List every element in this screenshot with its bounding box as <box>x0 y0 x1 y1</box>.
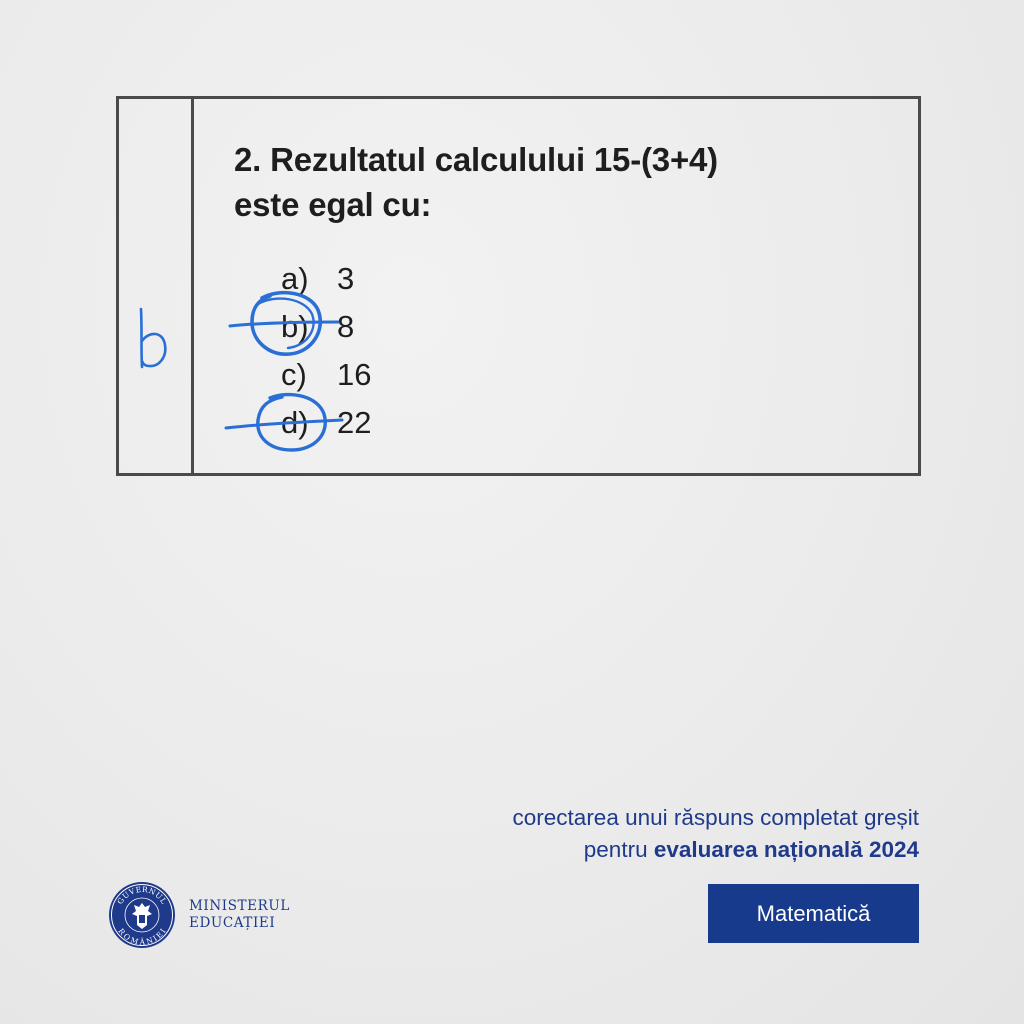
svg-text:ROMÂNIEI: ROMÂNIEI <box>116 926 168 947</box>
government-seal-icon <box>107 880 177 950</box>
ministry-name <box>189 898 290 932</box>
caption-line2-plain: pentru <box>583 837 654 862</box>
ministry-name-line1: MINISTERUL <box>189 898 290 914</box>
answer-column <box>119 99 194 473</box>
option-b <box>281 303 371 351</box>
option-value: 8 <box>337 309 355 344</box>
option-d <box>281 399 371 447</box>
option-letter: c) <box>281 357 307 392</box>
option-value: 16 <box>337 357 372 392</box>
caption-line2-bold: evaluarea națională 2024 <box>653 837 919 862</box>
question-title-line2: este egal cu: <box>234 186 432 223</box>
question-title <box>234 137 874 227</box>
svg-text:GUVERNUL: GUVERNUL <box>115 884 169 906</box>
caption <box>513 802 919 866</box>
caption-line1: corectarea unui răspuns completat greșit <box>512 805 919 830</box>
option-c <box>281 351 371 399</box>
option-letter: a) <box>281 261 309 296</box>
option-letter: d) <box>281 405 309 440</box>
ministry-name-line2: EDUCAȚIEI <box>189 915 276 931</box>
option-letter: b) <box>281 309 309 344</box>
option-a <box>281 255 371 303</box>
ministry-logo <box>107 880 290 950</box>
caption-line2 <box>513 834 919 866</box>
subject-badge: Matematică <box>708 884 919 943</box>
option-value: 22 <box>337 405 372 440</box>
question-title-line1: 2. Rezultatul calculului 15-(3+4) <box>234 141 718 178</box>
answer-options <box>281 255 371 447</box>
question-box <box>116 96 921 476</box>
option-value: 3 <box>337 261 355 296</box>
handwritten-answer-b <box>119 99 191 473</box>
